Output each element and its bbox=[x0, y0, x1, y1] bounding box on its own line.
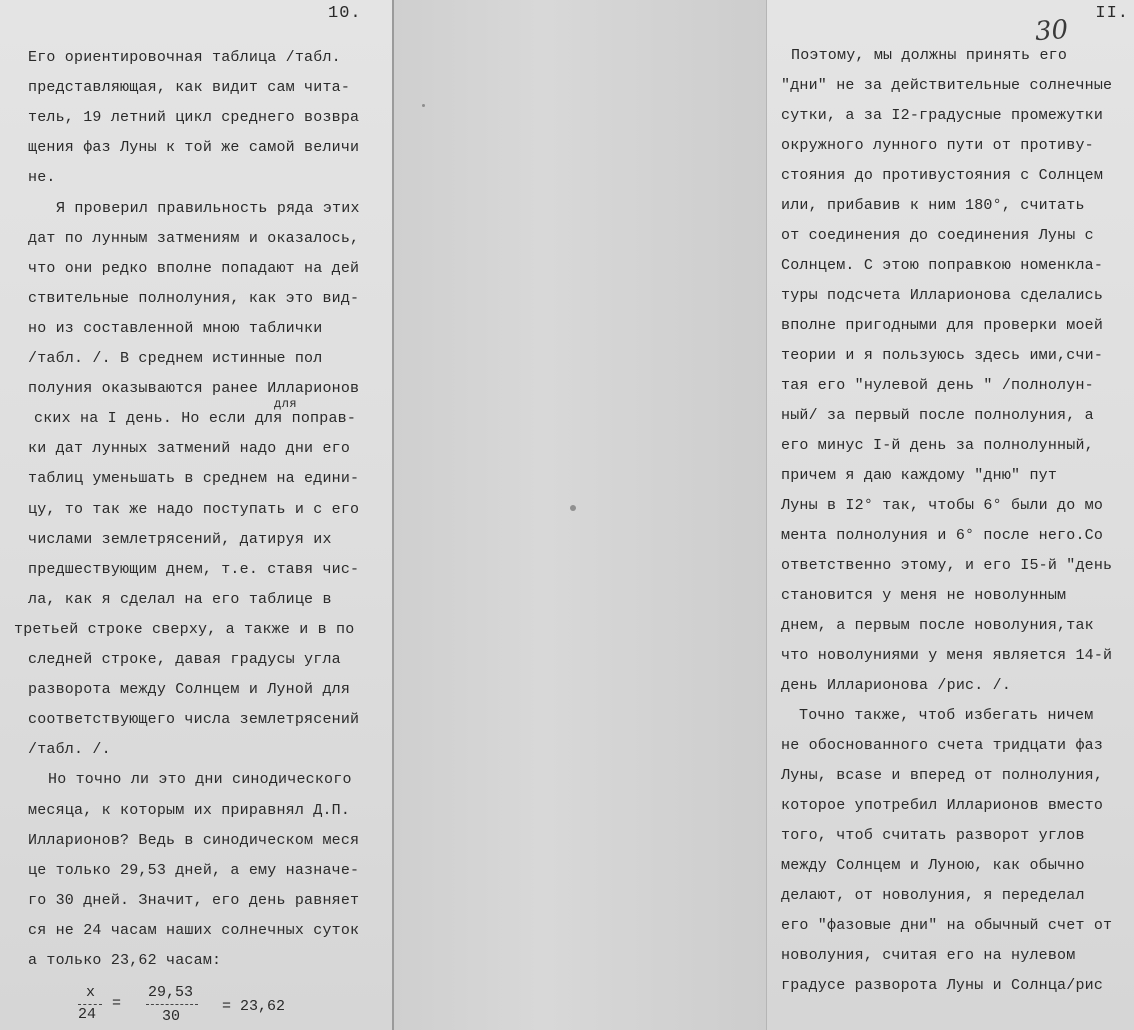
text-line: цу, то так же надо поступать и с его bbox=[28, 500, 360, 518]
text-line: Но точно ли это дни синодического bbox=[48, 771, 352, 789]
text-line: день Илларионова /рис. /. bbox=[781, 677, 1012, 694]
text-line: его минус I-й день за полнолунный, bbox=[781, 437, 1094, 454]
text-line: предшествующим днем, т.е. ставя чис- bbox=[28, 560, 360, 578]
text-line: ответственно этому, и его I5-й "день bbox=[781, 557, 1113, 574]
text-line: месяца, к которым их приравнял Д.П. bbox=[28, 801, 351, 819]
text-line: новолуния, считая его на нулевом bbox=[781, 947, 1076, 964]
text-line: от соединения до соединения Луны с bbox=[781, 227, 1094, 244]
text-line: ствительные полнолуния, как это вид- bbox=[28, 289, 360, 307]
text-line: между Солнцем и Луною, как обычно bbox=[781, 857, 1085, 874]
text-line: причем я даю каждому "дню" пут bbox=[781, 467, 1058, 484]
text-line: его "фазовые дни" на обычный счет от bbox=[781, 917, 1113, 934]
text-line: делают, от новолуния, я переделал bbox=[781, 887, 1085, 904]
text-line: сутки, а за I2-градусные промежутки bbox=[781, 107, 1104, 124]
handwritten-insert: для bbox=[274, 397, 298, 411]
text-line: /табл. /. bbox=[28, 741, 111, 759]
text-line: не. bbox=[28, 169, 56, 187]
text-line: или, прибавив к ним 180°, считать bbox=[781, 197, 1085, 214]
text-line: третьей строке сверху, а также и в по bbox=[14, 620, 355, 638]
text-line: ских на I день. Но если для поправ- bbox=[34, 410, 357, 428]
text-line: днем, а первым после новолуния,так bbox=[781, 617, 1094, 634]
text-line: вполне пригодными для проверки моей bbox=[781, 317, 1104, 334]
text-line: что они редко вполне попадают на дей bbox=[28, 259, 360, 277]
text-line: того, чтоб считать разворот углов bbox=[781, 827, 1085, 844]
text-line: разворота между Солнцем и Луной для bbox=[28, 681, 351, 699]
text-line: тая его "нулевой день " /полнолун- bbox=[781, 377, 1094, 394]
text-line: це только 29,53 дней, а ему назначе- bbox=[28, 861, 360, 879]
text-line: Луны, вcase и вперед от полнолуния, bbox=[781, 767, 1104, 784]
text-line: дат по лунным затмениям и оказалось, bbox=[28, 229, 360, 247]
text-line: полуния оказываются ранее Илларионов bbox=[28, 380, 360, 398]
text-line: Точно также, чтоб избегать ничем bbox=[799, 707, 1094, 724]
formula-lhs-numerator: x bbox=[86, 984, 96, 1001]
text-line: стояния до противустояния с Солнцем bbox=[781, 167, 1104, 184]
text-line: Луны в I2° так, чтобы 6° были до мо bbox=[781, 497, 1104, 514]
text-line: ный/ за первый после полнолуния, а bbox=[781, 407, 1094, 424]
text-line: следней строке, давая градусы угла bbox=[28, 651, 341, 668]
formula bbox=[0, 0, 392, 1030]
left-page bbox=[0, 0, 394, 1030]
formula-rhs-numerator: 29,53 bbox=[148, 984, 194, 1001]
text-line: но из составленной мною таблички bbox=[28, 319, 323, 337]
text-line: мента полнолуния и 6° после него.Со bbox=[781, 527, 1104, 544]
text-line: Солнцем. С этою поправкою номенкла- bbox=[781, 257, 1104, 274]
handwritten-page-number: 30 bbox=[1033, 14, 1070, 48]
blank-gutter bbox=[394, 0, 766, 1030]
text-line: окружного лунного пути от противу- bbox=[781, 137, 1094, 154]
formula-result: = 23,62 bbox=[222, 998, 286, 1015]
page-number: 10. bbox=[328, 4, 362, 23]
page-number: II. bbox=[1095, 4, 1129, 23]
text-line: щения фаз Луны к той же самой величи bbox=[28, 139, 360, 157]
text-line: числами землетрясений, датируя их bbox=[28, 530, 332, 548]
text-line: Я проверил правильность ряда этих bbox=[56, 199, 360, 217]
text-line: ся не 24 часам наших солнечных суток bbox=[28, 921, 360, 939]
text-line: ла, как я сделал на его таблице в bbox=[28, 590, 332, 608]
text-line: Его ориентировочная таблица /табл. bbox=[28, 49, 341, 66]
text-line: туры подсчета Илларионова сделались bbox=[781, 287, 1104, 304]
text-line: соответствующего числа землетрясений bbox=[28, 711, 360, 729]
formula-rhs-denominator: 30 bbox=[162, 1008, 181, 1025]
text-line: "дни" не за действительные солнечные bbox=[781, 77, 1113, 94]
text-line: тель, 19 летний цикл среднего возвра bbox=[28, 109, 360, 127]
text-line: /табл. /. В среднем истинные пол bbox=[28, 350, 323, 367]
text-line: а только 23,62 часам: bbox=[28, 952, 222, 969]
text-line: которое употребил Илларионов вместо bbox=[781, 797, 1104, 814]
text-line: что новолуниями у меня является 14-й bbox=[781, 647, 1113, 664]
text-line: становится у меня не новолунным bbox=[781, 587, 1067, 604]
text-line: теории и я пользуюсь здесь ими,счи- bbox=[781, 347, 1104, 364]
text-line: ки дат лунных затмений надо дни его bbox=[28, 440, 351, 458]
formula-lhs-denominator: 24 bbox=[78, 1006, 97, 1023]
formula-equals: = bbox=[112, 995, 122, 1012]
text-line: не обоснованного счета тридцати фаз bbox=[781, 737, 1104, 754]
text-line: Поэтому, мы должны принять его bbox=[791, 47, 1068, 64]
text-line: представляющая, как видит сам чита- bbox=[28, 79, 351, 97]
text-line: таблиц уменьшать в среднем на едини- bbox=[28, 470, 360, 488]
text-line: Илларионов? Ведь в синодическом меся bbox=[28, 831, 360, 849]
right-page bbox=[766, 0, 1134, 1030]
text-line: го 30 дней. Значит, его день равняет bbox=[28, 891, 360, 909]
text-line: градусе разворота Луны и Солнца/рис bbox=[781, 977, 1104, 994]
